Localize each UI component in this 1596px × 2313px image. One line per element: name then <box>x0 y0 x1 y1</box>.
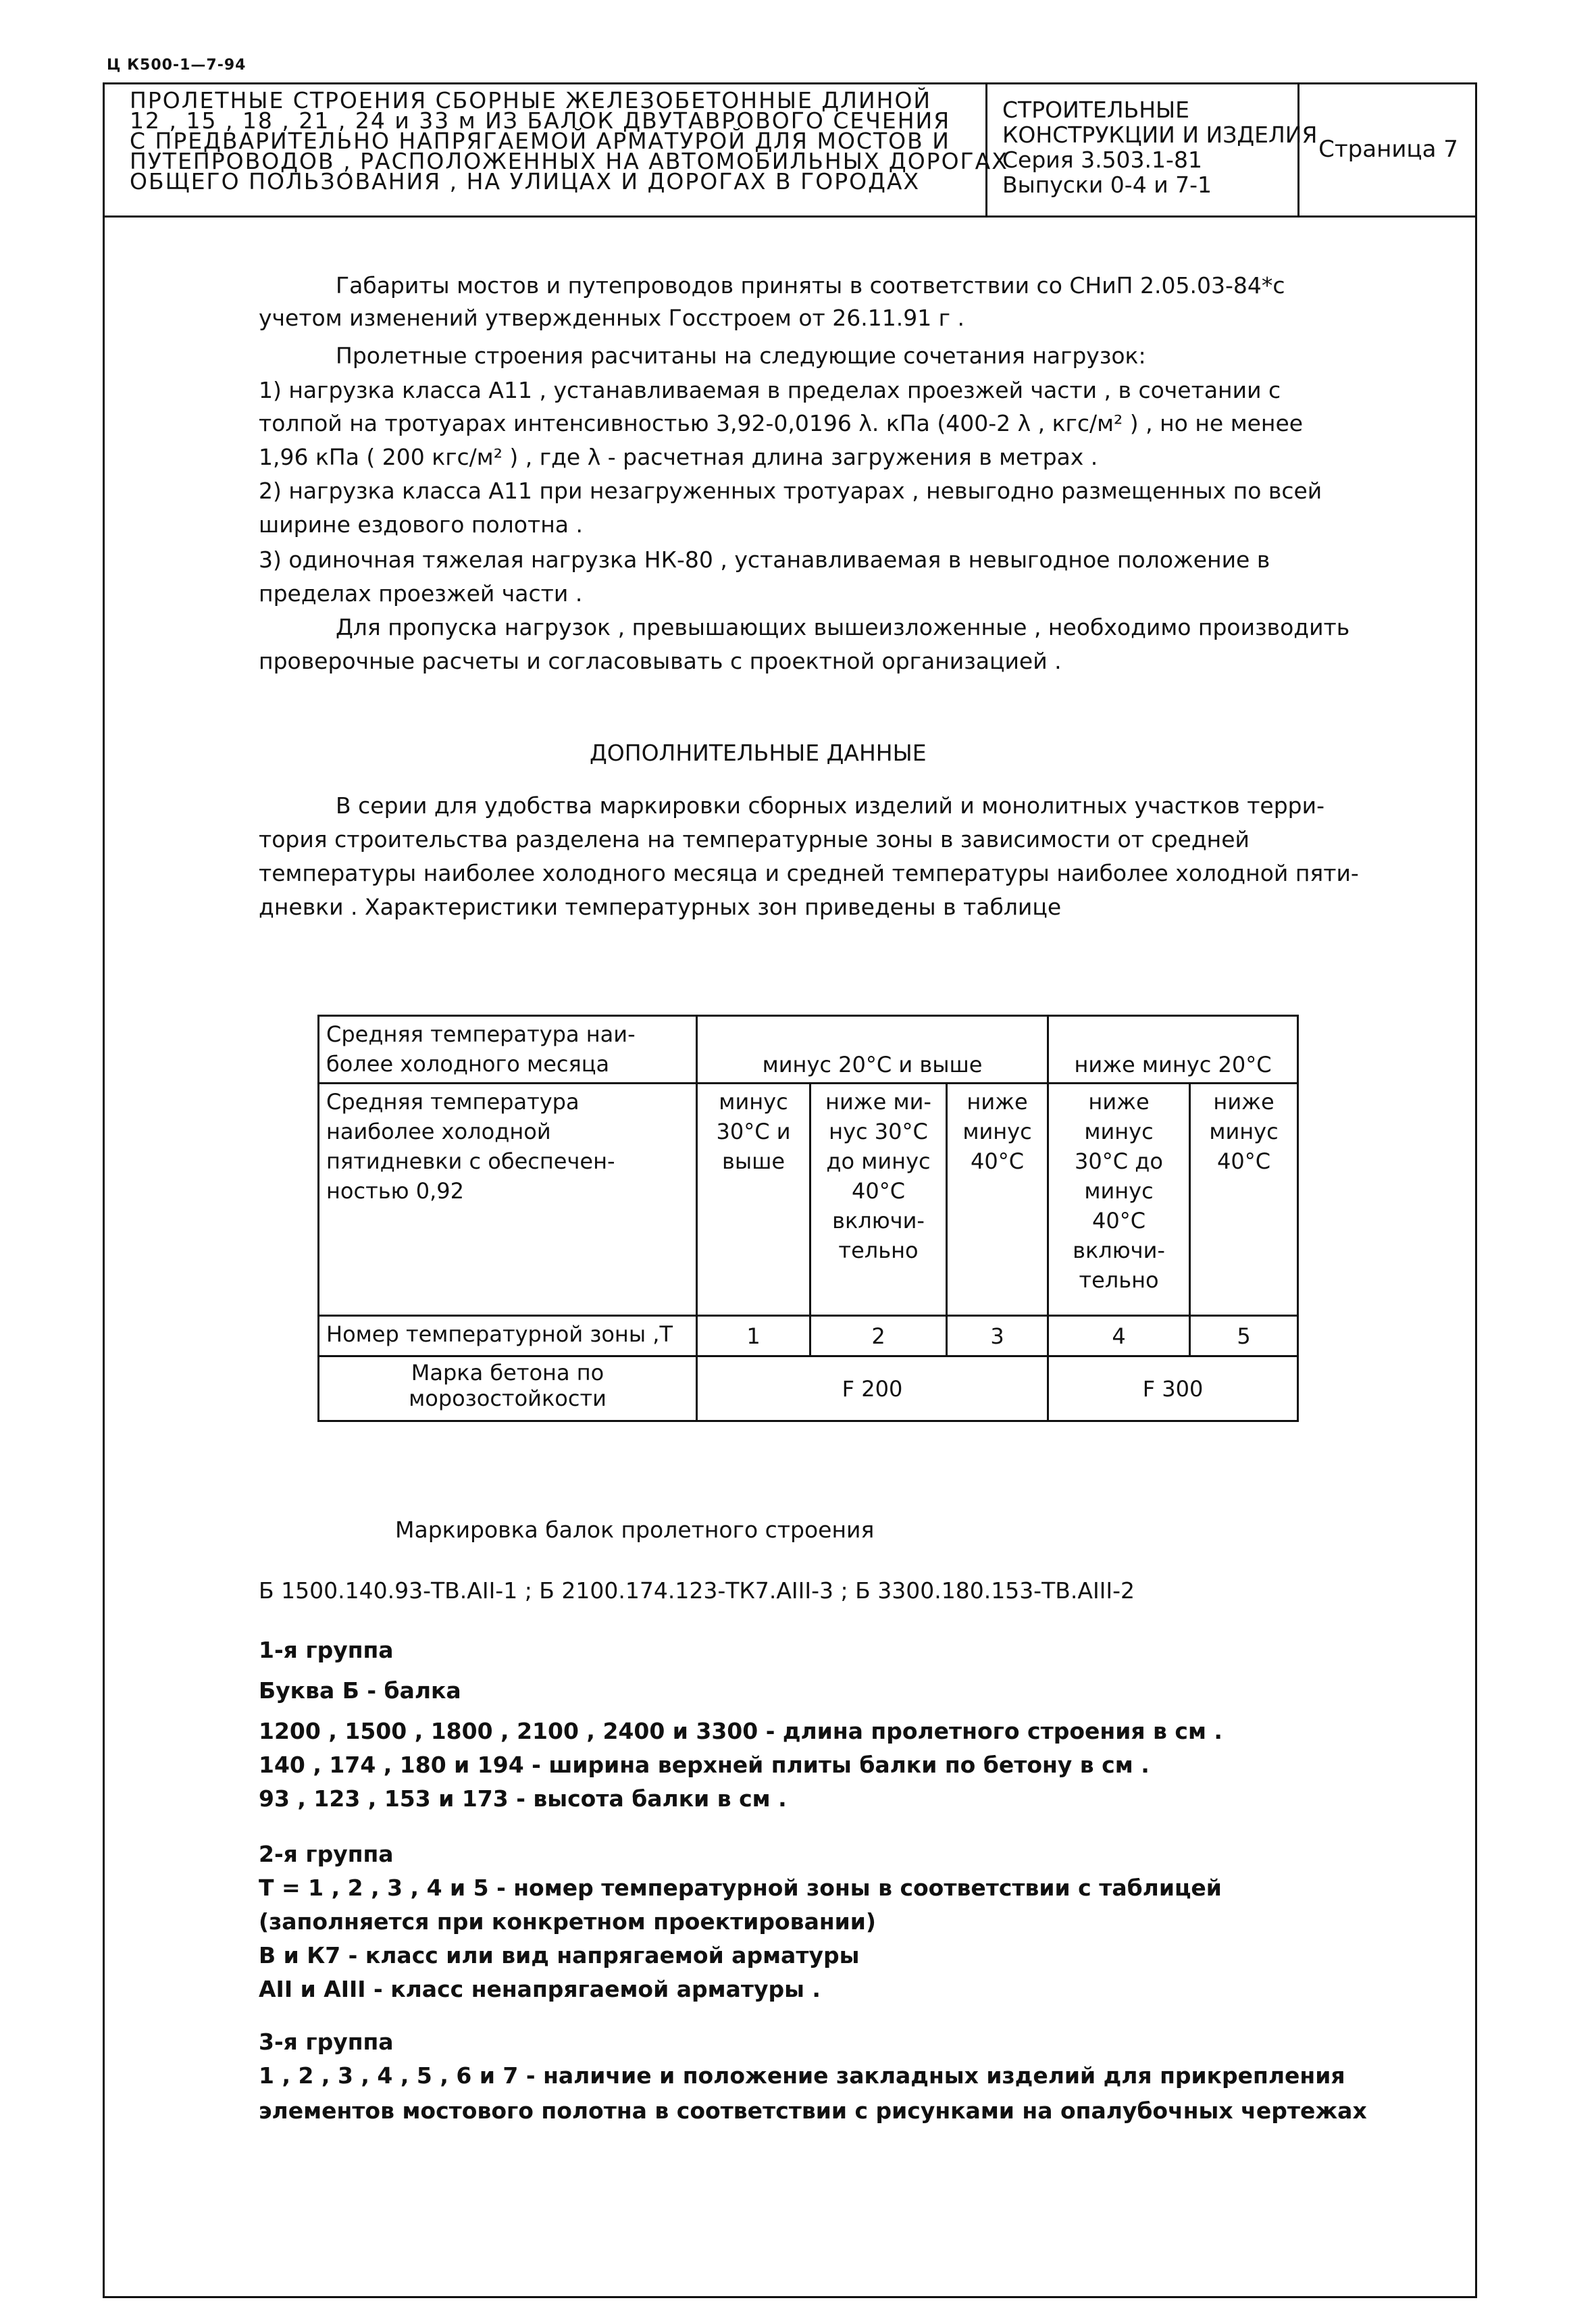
group1-line: 140 , 174 , 180 и 194 - ширина верхней плиты балки по бетону в см . <box>259 1752 1150 1778</box>
document-code: Ц К500-1—7-94 <box>107 57 247 74</box>
page-number: Страница 7 <box>1318 135 1458 163</box>
intro-item3-line: пределах проезжей части . <box>259 580 583 607</box>
intro-item3-line: 3) одиночная тяжелая нагрузка НК-80 , устанавливаемая в невыгодное положение в <box>259 547 1270 573</box>
group3-line: 1 , 2 , 3 , 4 , 5 , 6 и 7 - наличие и положение закладных изделий для прикрепления <box>259 2062 1345 2089</box>
zone-number: 3 <box>947 1316 1048 1356</box>
table-row <box>319 1016 1298 1084</box>
group2-line: (заполняется при конкретном проектировании) <box>259 1908 876 1935</box>
intro-item1-line: толпой на тротуарах интенсивностью 3,92-0,0196 λ. кПа (400-2 λ , кгс/м² ) , но не менее <box>259 410 1304 436</box>
zone-number: 1 <box>697 1316 810 1356</box>
intro-p1-line: Габариты мостов и путепроводов приняты в соответствии со СНиП 2.05.03-84*с <box>336 272 1285 299</box>
intro-item2-line: ширине ездового полотна . <box>259 511 583 538</box>
intro-p1-line: учетом изменений утвержденных Госстроем от 26.11.91 г . <box>259 305 964 331</box>
intro-p3-line: Для пропуска нагрузок , превышающих вышеизложенные , необходимо производить <box>336 614 1350 640</box>
zone-number-label: Номер температурной зоны ,Т <box>319 1316 697 1356</box>
cell-line: 40°С <box>851 1178 906 1204</box>
cell-line: минус <box>719 1089 788 1115</box>
row2-cell-zone1 <box>697 1084 810 1316</box>
row2-cell-zone2 <box>810 1084 947 1316</box>
row1-label-cell <box>319 1016 697 1084</box>
intro-p2: Пролетные строения расчитаны на следующие сочетания нагрузок: <box>336 342 1146 369</box>
frost-label-line: морозостойкости <box>409 1386 607 1411</box>
cell-line: нус 30°С <box>829 1119 928 1144</box>
series-line: КОНСТРУКЦИИ И ИЗДЕЛИЯ <box>1002 122 1318 148</box>
group1-line: Буква Б - балка <box>259 1677 461 1704</box>
group3-title: 3-я группа <box>259 2029 394 2055</box>
additional-line: тория строительства разделена на температурные зоны в зависимости от средней <box>259 826 1250 853</box>
title-line: ОБЩЕГО ПОЛЬЗОВАНИЯ , НА УЛИЦАХ И ДОРОГАХ В ГОРОДАХ <box>130 168 921 195</box>
title-line: С ПРЕДВАРИТЕЛЬНО НАПРЯГАЕМОЙ АРМАТУРОЙ ДЛЯ МОСТОВ И <box>130 128 950 154</box>
series-line: СТРОИТЕЛЬНЫЕ <box>1002 97 1190 123</box>
row2-cell-zone4 <box>1048 1084 1190 1316</box>
cell-line: минус <box>1084 1119 1154 1144</box>
row1-label-line: более холодного месяца <box>326 1051 610 1077</box>
frost-grade-b: F 300 <box>1048 1356 1298 1421</box>
group2-line: Т = 1 , 2 , 3 , 4 и 5 - номер температурной зоны в соответствии с таблицей <box>259 1875 1222 1901</box>
cell-line: минус <box>962 1119 1032 1144</box>
cell-line: ниже <box>1213 1089 1275 1115</box>
cell-line: ниже <box>967 1089 1028 1115</box>
row1-col-a: минус 20°С и выше <box>697 1016 1048 1084</box>
cell-line: включи- <box>832 1208 925 1234</box>
additional-line: дневки . Характеристики температурных зон приведены в таблице <box>259 894 1062 920</box>
table-row <box>319 1084 1298 1316</box>
cell-line: ниже <box>1088 1089 1150 1115</box>
row2-cell-zone3 <box>947 1084 1048 1316</box>
additional-heading: ДОПОЛНИТЕЛЬНЫЕ ДАННЫЕ <box>590 740 927 766</box>
intro-item1-line: 1,96 кПа ( 200 кгс/м² ) , где λ - расчетная длина загружения в метрах . <box>259 444 1098 470</box>
additional-line: температуры наиболее холодного месяца и средней температуры наиболее холодной пяти- <box>259 860 1359 886</box>
cell-line: 30°С и <box>716 1119 791 1144</box>
zone-number: 5 <box>1190 1316 1298 1356</box>
marking-example: Б 1500.140.93-ТВ.АII-1 ; Б 2100.174.123-ТК7.АIII-3 ; Б 3300.180.153-ТВ.АIII-2 <box>259 1577 1135 1604</box>
marking-title: Маркировка балок пролетного строения <box>395 1517 875 1543</box>
cell-line: минус <box>1084 1178 1154 1204</box>
title-line: 12 , 15 , 18 , 21 , 24 и 33 м ИЗ БАЛОК ДВУТАВРОВОГО СЕЧЕНИЯ <box>130 107 951 134</box>
cell-line: минус <box>1209 1119 1279 1144</box>
row2-label-line: наиболее холодной <box>326 1119 551 1144</box>
table-row <box>319 1316 1298 1356</box>
cell-line: включи- <box>1073 1238 1165 1263</box>
frost-grade-a: F 200 <box>697 1356 1048 1421</box>
cell-line: 40°С <box>970 1148 1025 1174</box>
frost-label-line: Марка бетона по <box>411 1360 604 1386</box>
row2-label-cell <box>319 1084 697 1316</box>
group1-line: 1200 , 1500 , 1800 , 2100 , 2400 и 3300 - длина пролетного строения в см . <box>259 1718 1222 1744</box>
row1-label-line: Средняя температура наи- <box>326 1021 636 1047</box>
zone-number: 4 <box>1048 1316 1190 1356</box>
cell-line: ниже ми- <box>825 1089 931 1115</box>
cell-line: выше <box>721 1148 786 1174</box>
group2-title: 2-я группа <box>259 1841 394 1867</box>
row2-label-line: Средняя температура <box>326 1089 580 1115</box>
temperature-zones-table <box>317 1015 1299 1422</box>
title-block-page <box>1299 82 1477 215</box>
title-block-name <box>103 82 1008 215</box>
intro-item1-line: 1) нагрузка класса А11 , устанавливаемая в пределах проезжей части , в сочетании с <box>259 377 1281 403</box>
intro-item2-line: 2) нагрузка класса А11 при незагруженных тротуарах , невыгодно размещенных по всей <box>259 478 1322 504</box>
row1-col-b: ниже минус 20°С <box>1048 1016 1298 1084</box>
group1-title: 1-я группа <box>259 1637 394 1663</box>
series-line: Выпуски 0-4 и 7-1 <box>1002 172 1212 198</box>
row2-label-line: ностью 0,92 <box>326 1178 464 1204</box>
group3-line: элементов мостового полотна в соответствии с рисунками на опалубочных чертежах <box>259 2098 1367 2124</box>
cell-line: 40°С <box>1216 1148 1271 1174</box>
additional-line: В серии для удобства маркировки сборных изделий и монолитных участков терри- <box>336 792 1324 819</box>
row2-label-line: пятидневки с обеспечен- <box>326 1148 615 1174</box>
table-row <box>319 1356 1298 1421</box>
frost-label-cell <box>319 1356 697 1421</box>
cell-line: 40°С <box>1091 1208 1146 1234</box>
zone-number: 2 <box>810 1316 947 1356</box>
title-line: ПРОЛЕТНЫЕ СТРОЕНИЯ СБОРНЫЕ ЖЕЛЕЗОБЕТОННЫЕ ДЛИНОЙ <box>130 87 932 113</box>
title-line: ПУТЕПРОВОДОВ , РАСПОЛОЖЕННЫХ НА АВТОМОБИЛЬНЫХ ДОРОГАХ <box>130 148 1008 174</box>
row2-cell-zone5 <box>1190 1084 1298 1316</box>
title-block-series <box>987 82 1318 215</box>
cell-line: тельно <box>838 1238 919 1263</box>
cell-line: тельно <box>1079 1267 1159 1293</box>
group1-line: 93 , 123 , 153 и 173 - высота балки в см . <box>259 1785 787 1812</box>
group2-line: АII и АIII - класс ненапрягаемой арматуры . <box>259 1976 821 2002</box>
cell-line: до минус <box>826 1148 931 1174</box>
series-line: Серия 3.503.1-81 <box>1002 147 1202 173</box>
group2-line: В и К7 - класс или вид напрягаемой арматуры <box>259 1942 860 1968</box>
intro-p3-line: проверочные расчеты и согласовывать с проектной организацией . <box>259 648 1062 674</box>
cell-line: 30°С до <box>1075 1148 1163 1174</box>
title-block <box>103 82 1477 218</box>
